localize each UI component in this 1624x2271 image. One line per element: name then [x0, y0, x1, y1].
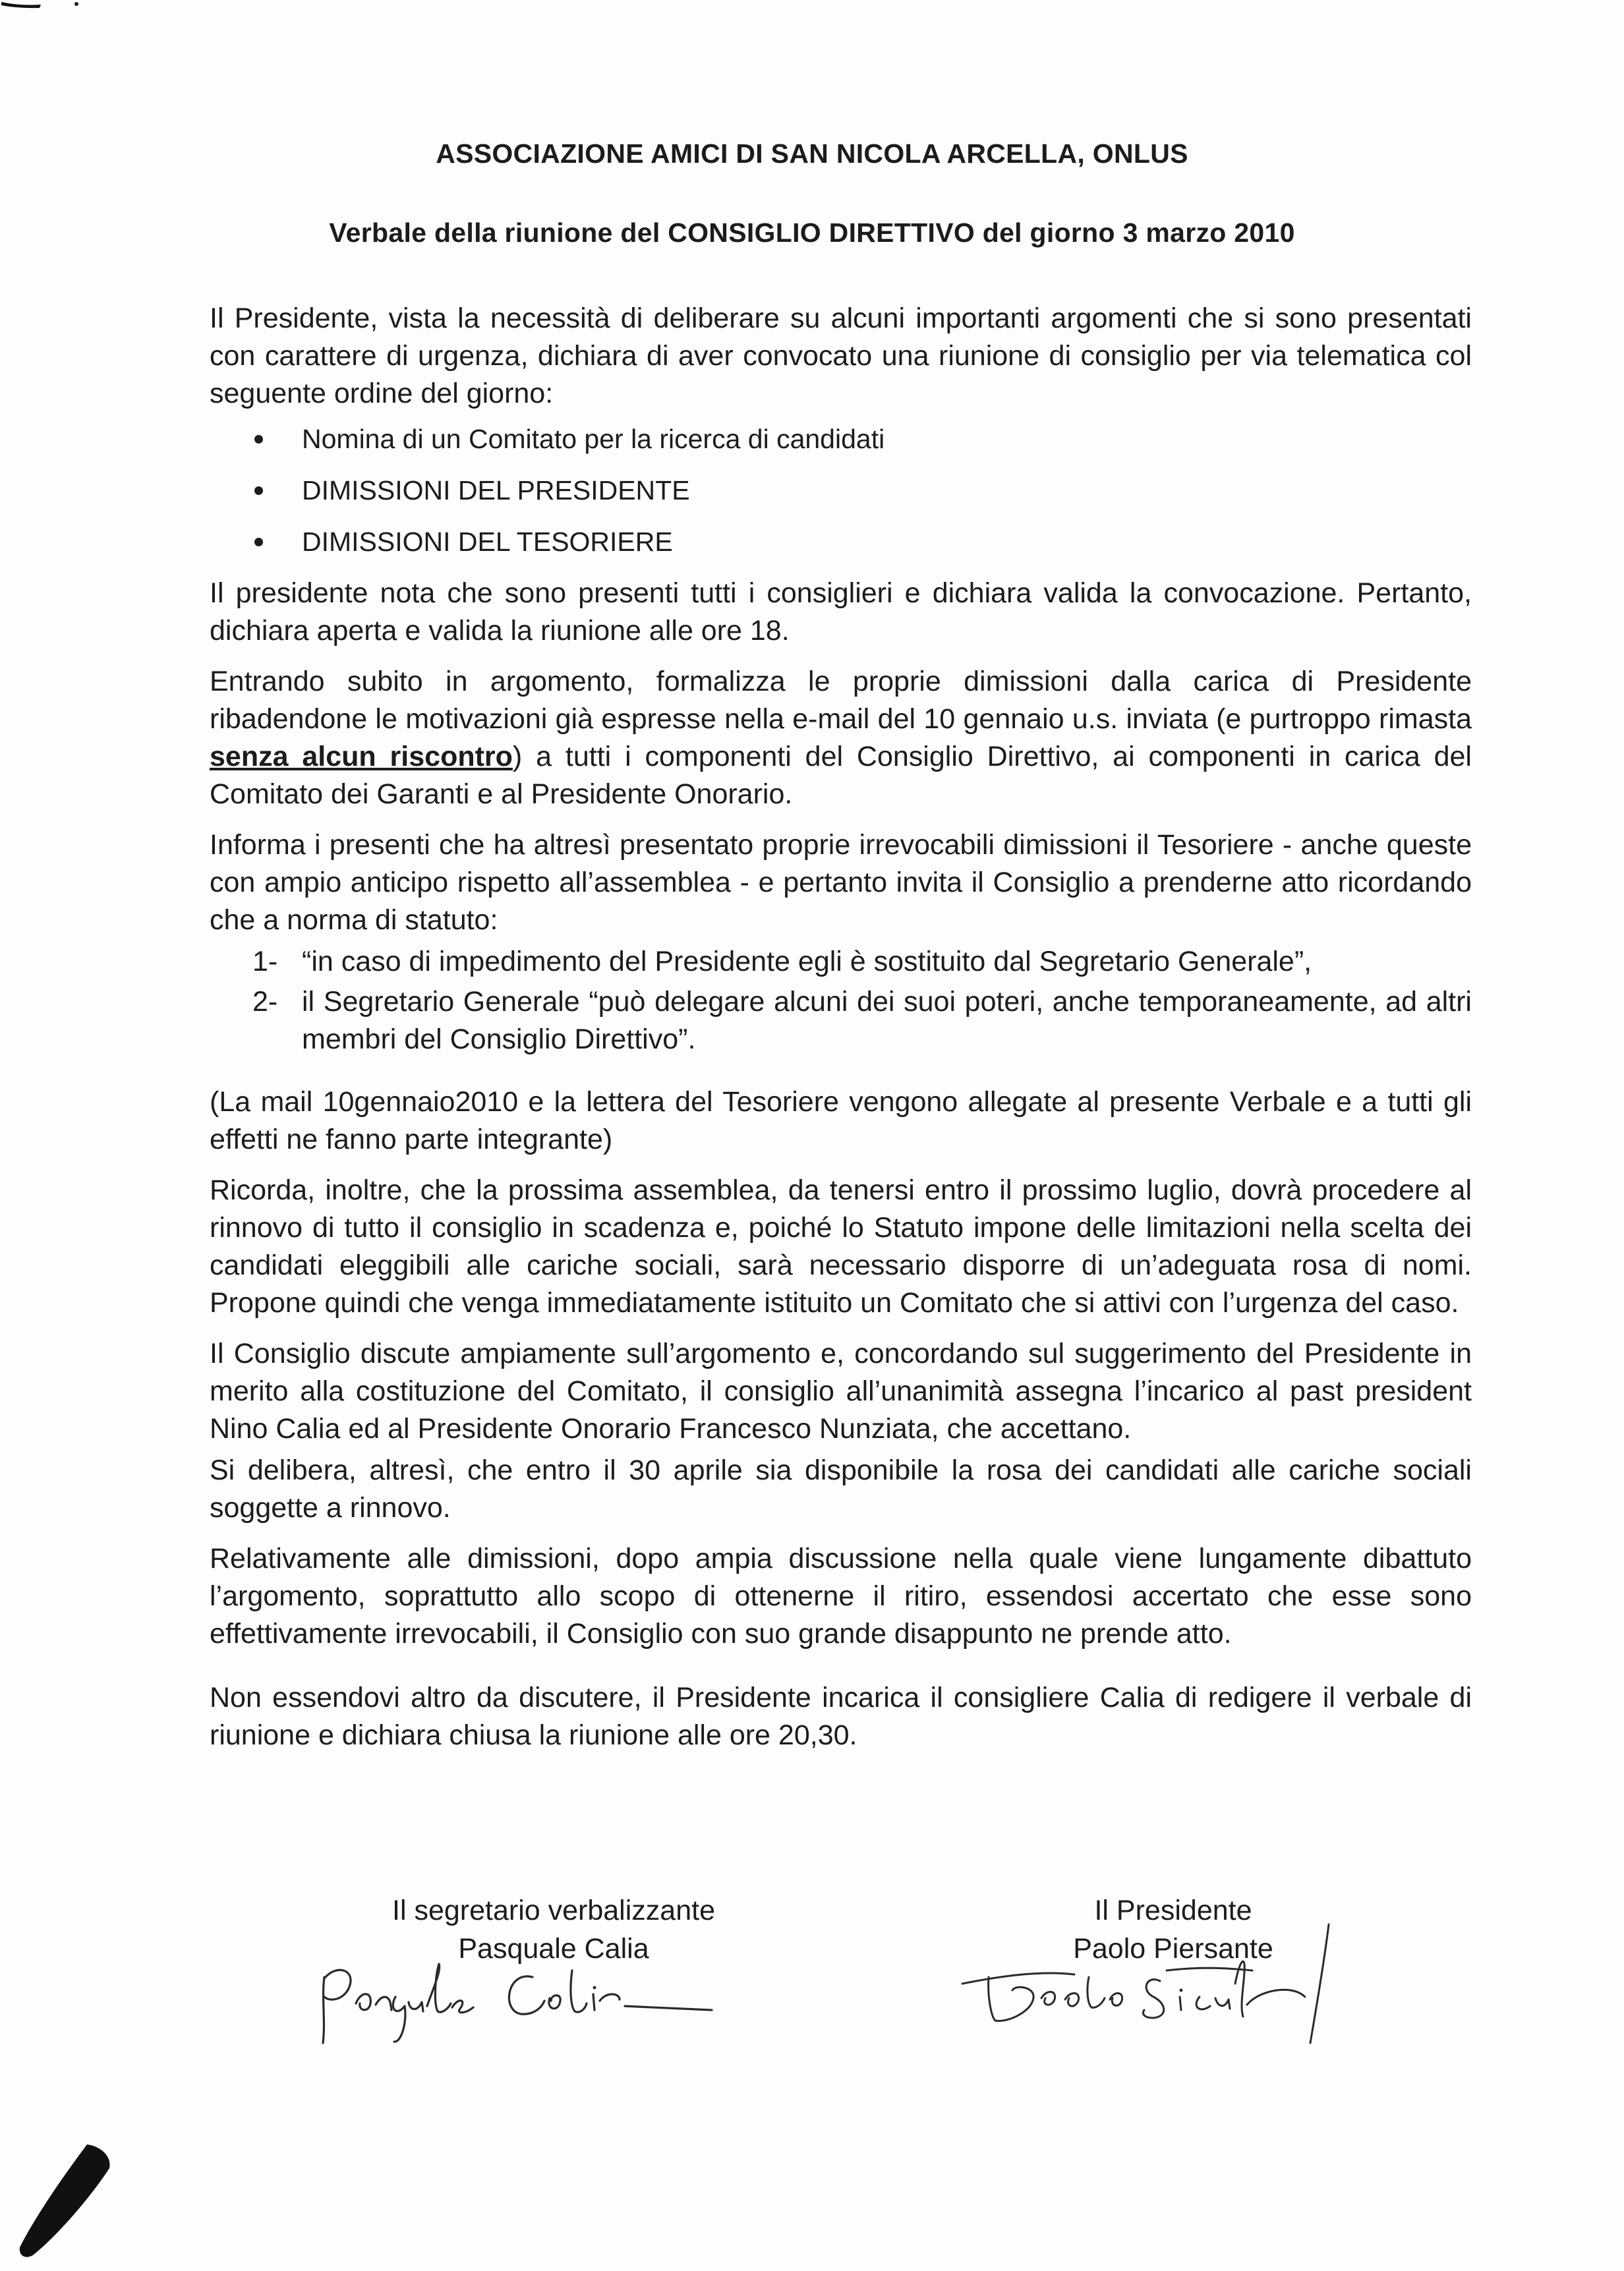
scan-mark-top: [0, 0, 86, 9]
bullet-icon: [254, 538, 263, 546]
statute-item: 2- il Segretario Generale “può delegare alcuni dei suoi poteri, anche temporaneamente, ad altri membri del Consiglio Direttivo”.: [252, 986, 1472, 1055]
attachment-paragraph: (La mail 10gennaio2010 e la lettera del Tesoriere vengono allegate al presente Verbale e a tutti gli effetti ne fanno parte integrante): [210, 1086, 1472, 1155]
secretary-handwritten-signature: [310, 1951, 732, 2050]
president-handwritten-signature: [949, 1918, 1410, 2050]
dimissions-paragraph: Relativamente alle dimissioni, dopo ampia discussione nella quale viene lungamente dibattuto l’argomento, soprattutto allo scopo di ottenerne il ritiro, essendosi accertato che esse sono effettivamente irrevocabili, il Consiglio con suo grande disappunto ne prende atto.: [210, 1543, 1472, 1650]
statute-item: 1- “in caso di impedimento del Presidente egli è sostituito dal Segretario Generale”,: [252, 946, 1312, 977]
document-subtitle: Verbale della riunione del CONSIGLIO DIRETTIVO del giorno 3 marzo 2010: [329, 217, 1295, 248]
agenda-item: DIMISSIONI DEL PRESIDENTE: [210, 472, 1472, 509]
treasurer-paragraph: Informa i presenti che ha altresì presentato proprie irrevocabili dimissioni il Tesoriere - anche queste con ampio anticipo rispetto all’assemblea - e pertanto invita il Consiglio a prenderne atto ricordando che a norma di statuto:: [210, 829, 1472, 936]
president-role: Il Presidente: [1094, 1895, 1252, 1926]
agenda-item: DIMISSIONI DEL TESORIERE: [210, 523, 1472, 560]
bullet-icon: [254, 435, 263, 444]
secretary-role: Il segretario verbalizzante: [392, 1895, 715, 1926]
bullet-icon: [254, 486, 263, 495]
assembly-paragraph: Ricorda, inoltre, che la prossima assemblea, da tenersi entro il prossimo luglio, dovrà procedere al rinnovo di tutto il consiglio in scadenza e, poiché lo Statuto impone delle limitazioni nella scelta dei candidati eleggibili alle cariche sociali, sarà necessario disporre di un’adeguata rosa di nomi. Propone quindi che venga immediatamente istituito un Comitato che si attivi con l’urgenza del caso.: [210, 1174, 1472, 1319]
deadline-paragraph: Si delibera, altresì, che entro il 30 aprile sia disponibile la rosa dei candidati alle cariche sociali soggette a rinnovo.: [210, 1454, 1472, 1524]
emphasis-text: senza alcun riscontro: [210, 741, 513, 772]
statute-list: [210, 943, 1472, 1058]
agenda-item: Nomina di un Comitato per la ricerca di candidati: [210, 420, 1472, 457]
document-body: [210, 300, 1472, 1768]
president-name: Paolo Piersante: [1073, 1933, 1273, 1965]
closing-paragraph: Non essendovi altro da discutere, il Presidente incarica il consigliere Calia di redigere il verbale di riunione e dichiara chiusa la riunione alle ore 20,30.: [210, 1682, 1472, 1751]
agenda-list: [210, 420, 1472, 560]
secretary-name: Pasquale Calia: [458, 1933, 649, 1965]
quorum-paragraph: Il presidente nota che sono presenti tutti i consiglieri e dichiara valida la convocazione. Pertanto, dichiara aperta e valida la riunione alle ore 18.: [210, 577, 1472, 647]
resignation-paragraph: Entrando subito in argomento, formalizza le proprie dimissioni dalla carica di Presidente ribadendone le motivazioni già espresse nella e-mail del 10 gennaio u.s. inviata (e purtroppo rimasta senza alcun riscontro) a tutti i componenti del Consiglio Direttivo, ai componenti in carica del Comitato dei Garanti e al Presidente Onorario.: [210, 666, 1472, 810]
committee-paragraph: Il Consiglio discute ampiamente sull’argomento e, concordando sul suggerimento del Presidente in merito alla costituzione del Comitato, il consiglio all’unanimità assegna l’incarico al past president Nino Calia ed al Presidente Onorario Francesco Nunziata, che accettano.: [210, 1338, 1472, 1445]
document-title: ASSOCIAZIONE AMICI DI SAN NICOLA ARCELLA, ONLUS: [436, 138, 1188, 169]
scan-mark-bottom: [13, 2142, 125, 2260]
intro-paragraph: Il Presidente, vista la necessità di deliberare su alcuni importanti argomenti che si sono presentati con carattere di urgenza, dichiara di aver convocato una riunione di consiglio per via telematica col seguente ordine del giorno:: [210, 302, 1472, 409]
